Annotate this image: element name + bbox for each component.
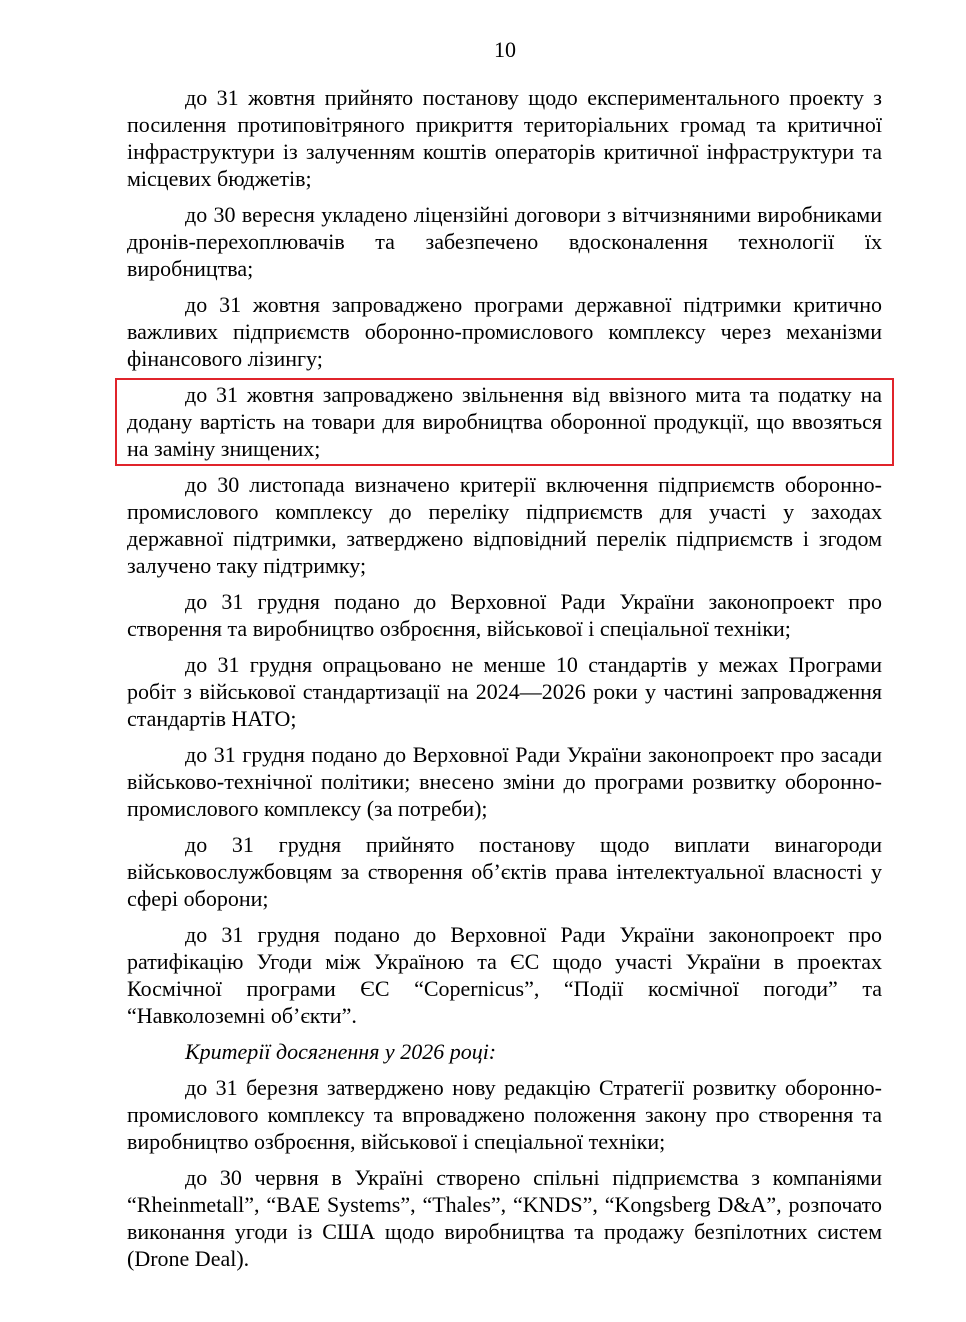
paragraph-1: до 31 жовтня прийнято постанову щодо експериментального проекту з посилення протиповітряного прикриття територіальних громад та критичної інфраструктури із залученням коштів операторів критичної інфраструктури та місцевих бюджетів; (127, 85, 882, 191)
paragraph-8: до 31 грудня подано до Верховної Ради України законопроект про засади військово-технічної політики; внесено зміни до програми розвитку оборонно-промислового комплексу (за потреби); (127, 742, 882, 821)
section-heading-2026-criteria: Критерії досягнення у 2026 році: (185, 1039, 497, 1064)
paragraph-4-highlighted: до 31 жовтня запроваджено звільнення від ввізного мита та податку на додану вартість на товари для виробництва оборонної продукції, що ввозяться на заміну знищених; (127, 382, 882, 461)
paragraph-3: до 31 жовтня запроваджено програми державної підтримки критично важливих підприємств оборонно-промислового комплексу через механізми фінансового лізингу; (127, 292, 882, 371)
page-number: 10 (494, 37, 516, 62)
paragraph-13: до 30 червня в Україні створено спільні підприємства з компаніями “Rheinmetall”, “BAE Systems”, “Thales”, “KNDS”, “Kongsberg D&A”, розпочато виконання угоди із США щодо виробництва та продажу безпілотних систем (Drone Deal). (127, 1165, 882, 1271)
paragraph-7: до 31 грудня опрацьовано не менше 10 стандартів у межах Програми робіт з військової стандартизації на 2024—2026 роки у частині запровадження стандартів НАТО; (127, 652, 882, 731)
paragraph-10: до 31 грудня подано до Верховної Ради України законопроект про ратифікацію Угоди між Україною та ЄС щодо участі України в проектах Космічної програми ЄС “Copernicus”, “Події космічної погоди” та “Навколоземні об’єкти”. (127, 922, 882, 1028)
document-body (127, 84, 882, 1281)
paragraph-2: до 30 вересня укладено ліцензійні договори з вітчизняними виробниками дронів-перехоплювачів та забезпечено вдосконалення технології їх виробництва; (127, 202, 882, 281)
paragraph-5: до 30 листопада визначено критерії включення підприємств оборонно-промислового комплексу до переліку підприємств для участі у заходах державної підтримки, затверджено відповідний перелік підприємств і згодом залучено таку підтримку; (127, 472, 882, 578)
paragraph-9: до 31 грудня прийнято постанову щодо виплати винагороди військовослужбовцям за створення об’єктів права інтелектуальної власності у сфері оборони; (127, 832, 882, 911)
paragraph-6: до 31 грудня подано до Верховної Ради України законопроект про створення та виробництво озброєння, військової і спеціальної техніки; (127, 589, 882, 641)
paragraph-12: до 31 березня затверджено нову редакцію Стратегії розвитку оборонно-промислового комплексу та впроваджено положення закону про створення та виробництво озброєння, військової і спеціальної техніки; (127, 1075, 882, 1154)
highlighted-paragraph-block (127, 381, 882, 462)
